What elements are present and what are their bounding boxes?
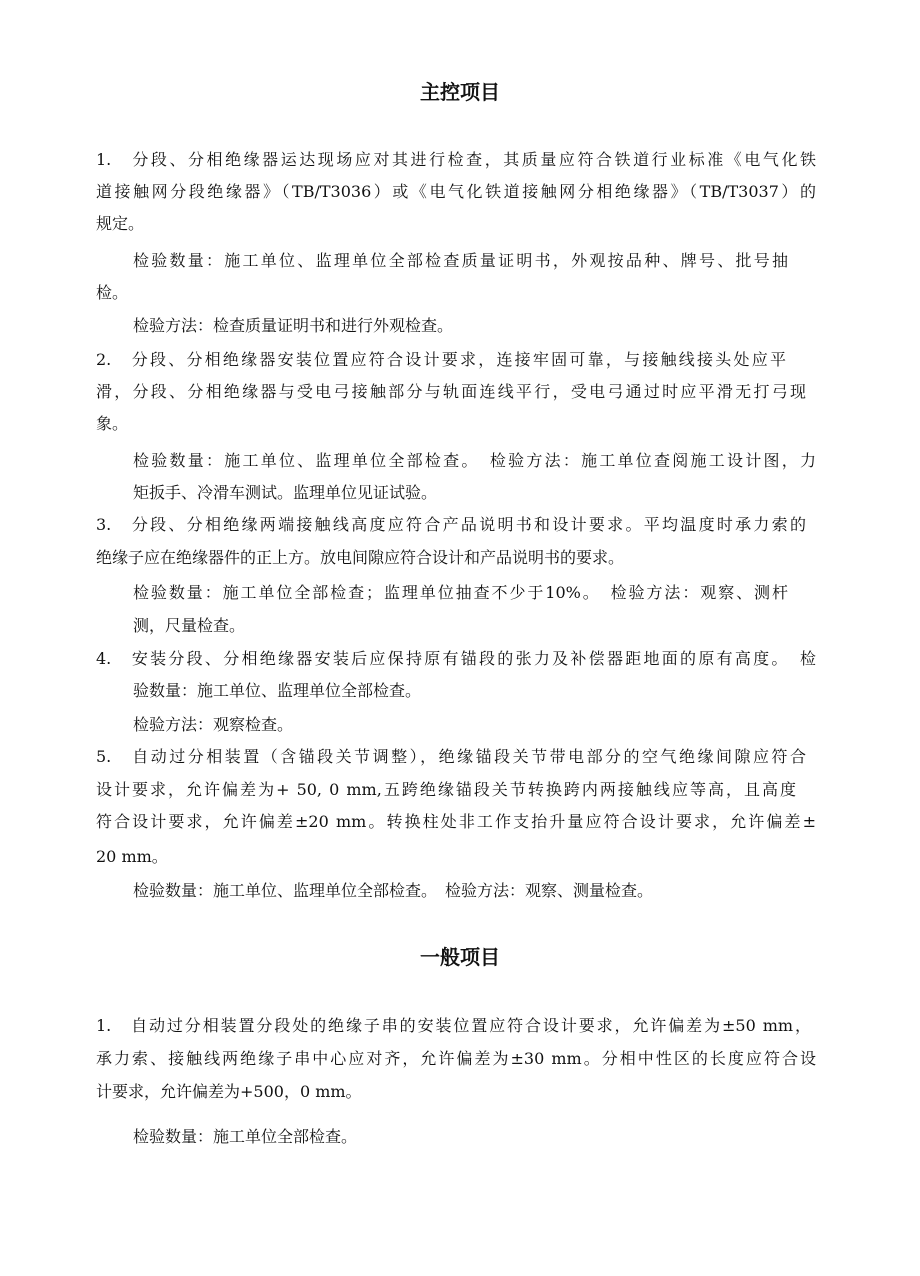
text-line: 符合设计要求，允许偏差±20 mm。转换柱处非工作支抬升量应符合设计要求，允许偏差± bbox=[96, 812, 816, 831]
inspection-line: 检验数量：施工单位全部检查；监理单位抽查不少于10%。 检验方法：观察、测杆 bbox=[133, 583, 788, 602]
inspection-line: 矩扳手、冷滑车测试。监理单位见证试验。 bbox=[133, 483, 438, 502]
text-line: 4. 安装分段、分相绝缘器安装后应保持原有锚段的张力及补偿器距地面的原有高度。 检 bbox=[96, 649, 816, 668]
text-line: 规定。 bbox=[96, 214, 145, 233]
inspection-line: 检验数量：施工单位、监理单位全部检查质量证明书，外观按品种、牌号、批号抽 bbox=[133, 251, 788, 270]
text-line: 5. 自动过分相装置（含锚段关节调整），绝缘锚段关节带电部分的空气绝缘间隙应符合 bbox=[96, 747, 806, 766]
section-title-main-items: 主控项目 bbox=[420, 80, 500, 104]
text-line: 计要求，允许偏差为+500，0 mm。 bbox=[96, 1082, 362, 1101]
text-line: 1. 自动过分相装置分段处的绝缘子串的安装位置应符合设计要求，允许偏差为±50 mm， bbox=[96, 1016, 811, 1035]
inspection-line: 检验方法：观察检查。 bbox=[133, 715, 294, 734]
text-line: 滑，分段、分相绝缘器与受电弓接触部分与轨面连线平行，受电弓通过时应平滑无打弓现 bbox=[96, 382, 806, 401]
inspection-line: 检验方法：检查质量证明书和进行外观检查。 bbox=[133, 316, 454, 335]
text-line: 1. 分段、分相绝缘器运达现场应对其进行检查，其质量应符合铁道行业标准《电气化铁 bbox=[96, 150, 816, 169]
inspection-line: 检。 bbox=[96, 283, 129, 302]
inspection-line: 检验数量：施工单位、监理单位全部检查。 检验方法：施工单位查阅施工设计图，力 bbox=[133, 451, 816, 470]
text-line: 承力索、接触线两绝缘子串中心应对齐，允许偏差为±30 mm。分相中性区的长度应符合设 bbox=[96, 1049, 816, 1068]
inspection-line: 检验数量：施工单位全部检查。 bbox=[133, 1127, 358, 1146]
text-line: 道接触网分段绝缘器》（TB/T3036）或《电气化铁道接触网分相绝缘器》（TB/T3037）的 bbox=[96, 182, 816, 201]
text-line: 20 mm。 bbox=[96, 847, 168, 866]
text-line: 绝缘子应在绝缘器件的正上方。放电间隙应符合设计和产品说明书的要求。 bbox=[96, 548, 625, 567]
text-line: 设计要求，允许偏差为+ 50, 0 mm,五跨绝缘锚段关节转换跨内两接触线应等高，且高度 bbox=[96, 780, 796, 799]
text-line: 验数量：施工单位、监理单位全部检查。 bbox=[133, 681, 422, 700]
inspection-line: 检验数量：施工单位、监理单位全部检查。 检验方法：观察、测量检查。 bbox=[133, 881, 654, 900]
section-title-general-items: 一般项目 bbox=[420, 945, 500, 969]
inspection-line: 测，尺量检查。 bbox=[133, 616, 246, 635]
text-line: 2. 分段、分相绝缘器安装位置应符合设计要求，连接牢固可靠，与接触线接头处应平 bbox=[96, 350, 786, 369]
text-line: 象。 bbox=[96, 414, 129, 433]
text-line: 3. 分段、分相绝缘两端接触线高度应符合产品说明书和设计要求。平均温度时承力索的 bbox=[96, 515, 806, 534]
